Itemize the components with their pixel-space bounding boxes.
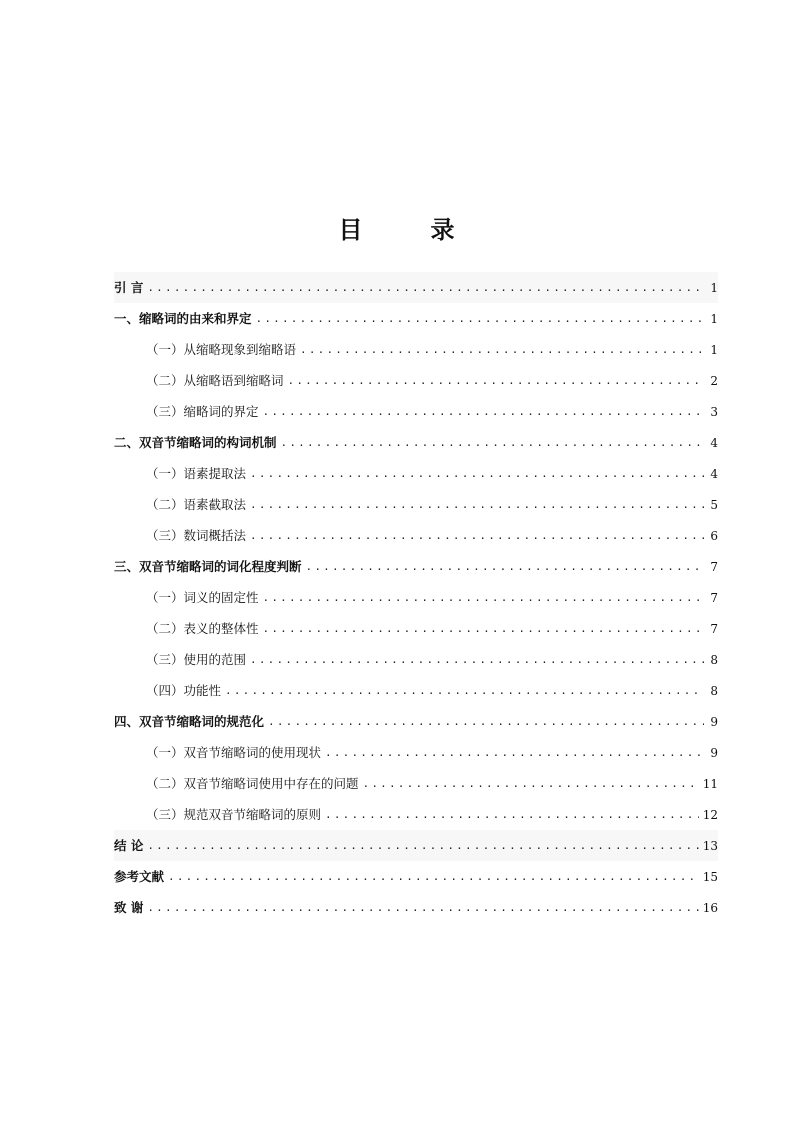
toc-leader-dots bbox=[250, 651, 704, 669]
toc-leader-dots bbox=[225, 682, 704, 700]
toc-leader-dots bbox=[168, 868, 699, 886]
toc-entry-page: 6 bbox=[710, 528, 718, 543]
toc-entry-page: 1 bbox=[710, 280, 718, 295]
toc-entry-text: （一）双音节缩略词的使用现状 bbox=[146, 744, 322, 760]
toc-entry-page: 9 bbox=[710, 714, 718, 729]
toc-entry-page: 7 bbox=[710, 621, 718, 636]
toc-title: 目 录 bbox=[338, 216, 477, 244]
toc-entry[interactable] bbox=[114, 303, 718, 334]
toc-leader-dots bbox=[147, 899, 698, 917]
toc-leader-dots bbox=[250, 465, 704, 483]
toc-entry-text: 一、缩略词的由来和界定 bbox=[114, 310, 252, 326]
toc-entry-text: （二）双音节缩略词使用中存在的问题 bbox=[146, 775, 359, 791]
toc-leader-dots bbox=[281, 434, 704, 452]
toc-leader-dots bbox=[147, 279, 704, 297]
toc-entry[interactable] bbox=[146, 799, 718, 830]
toc-entry-page: 1 bbox=[710, 311, 718, 326]
toc-entry-text: （二）语素截取法 bbox=[146, 496, 247, 512]
toc-entry-text: 致 谢 bbox=[114, 899, 144, 915]
toc-entry-text: （三）使用的范围 bbox=[146, 651, 247, 667]
toc-entry-text: 四、双音节缩略词的规范化 bbox=[114, 713, 265, 729]
toc-entry-page: 15 bbox=[702, 869, 718, 884]
toc-entry[interactable] bbox=[114, 272, 718, 303]
toc-entry-text: 三、双音节缩略词的词化程度判断 bbox=[114, 558, 302, 574]
toc-entry-text: （一）从缩略现象到缩略语 bbox=[146, 341, 297, 357]
toc-entry-text: 引 言 bbox=[114, 279, 144, 295]
toc-entry[interactable] bbox=[114, 706, 718, 737]
toc-entry-text: （三）规范双音节缩略词的原则 bbox=[146, 806, 322, 822]
toc-entry-page: 4 bbox=[710, 435, 718, 450]
toc-entry[interactable] bbox=[114, 861, 718, 892]
toc-entry-page: 11 bbox=[702, 776, 718, 791]
toc-entry-text: 结 论 bbox=[114, 837, 144, 853]
toc-entry-page: 3 bbox=[710, 404, 718, 419]
toc-entry-page: 8 bbox=[710, 652, 718, 667]
toc-entry-page: 9 bbox=[710, 745, 718, 760]
toc-entry[interactable] bbox=[114, 551, 718, 582]
toc-entry-page: 7 bbox=[710, 559, 718, 574]
toc-leader-dots bbox=[288, 372, 704, 390]
toc-entry-page: 8 bbox=[710, 683, 718, 698]
toc-leader-dots bbox=[325, 744, 704, 762]
toc-entry[interactable] bbox=[146, 520, 718, 551]
toc-entry[interactable] bbox=[146, 768, 718, 799]
toc-entry[interactable] bbox=[146, 675, 718, 706]
toc-leader-dots bbox=[325, 806, 699, 824]
toc-entry[interactable] bbox=[146, 644, 718, 675]
toc-entry[interactable] bbox=[146, 365, 718, 396]
toc-entry-text: （四）功能性 bbox=[146, 682, 222, 698]
toc-entry-page: 2 bbox=[710, 373, 718, 388]
toc-entry[interactable] bbox=[114, 892, 718, 923]
toc-leader-dots bbox=[250, 496, 704, 514]
toc-leader-dots bbox=[250, 527, 704, 545]
toc-leader-dots bbox=[263, 589, 704, 607]
toc-entry[interactable] bbox=[146, 613, 718, 644]
toc-entry-page: 13 bbox=[702, 838, 718, 853]
toc-entry[interactable] bbox=[146, 396, 718, 427]
toc-entry-text: 参考文献 bbox=[114, 868, 165, 884]
toc-entry-page: 16 bbox=[702, 900, 718, 915]
toc-leader-dots bbox=[306, 558, 704, 576]
toc-entry[interactable] bbox=[146, 458, 718, 489]
toc-leader-dots bbox=[147, 837, 698, 855]
toc-leader-dots bbox=[263, 620, 704, 638]
toc-entry-text: （二）表义的整体性 bbox=[146, 620, 259, 636]
toc-leader-dots bbox=[363, 775, 699, 793]
toc-entry-text: （三）缩略词的界定 bbox=[146, 403, 259, 419]
toc-leader-dots bbox=[300, 341, 704, 359]
toc-entry[interactable] bbox=[114, 427, 718, 458]
toc-leader-dots bbox=[256, 310, 704, 328]
toc-entry-text: （一）词义的固定性 bbox=[146, 589, 259, 605]
toc-entry-page: 12 bbox=[702, 807, 718, 822]
toc-entry[interactable] bbox=[146, 737, 718, 768]
toc-leader-dots bbox=[263, 403, 704, 421]
toc-entry-page: 4 bbox=[710, 466, 718, 481]
toc-entry-text: （三）数词概括法 bbox=[146, 527, 247, 543]
toc-entry-page: 7 bbox=[710, 590, 718, 605]
toc-entry[interactable] bbox=[146, 489, 718, 520]
toc-leader-dots bbox=[268, 713, 704, 731]
toc-entry-text: 二、双音节缩略词的构词机制 bbox=[114, 434, 277, 450]
toc-entry-page: 1 bbox=[710, 342, 718, 357]
toc-entry[interactable] bbox=[146, 334, 718, 365]
toc-entry-text: （二）从缩略语到缩略词 bbox=[146, 372, 284, 388]
toc-entry[interactable] bbox=[146, 582, 718, 613]
toc-entry[interactable] bbox=[114, 830, 718, 861]
toc-entry-text: （一）语素提取法 bbox=[146, 465, 247, 481]
toc-entry-page: 5 bbox=[710, 497, 718, 512]
